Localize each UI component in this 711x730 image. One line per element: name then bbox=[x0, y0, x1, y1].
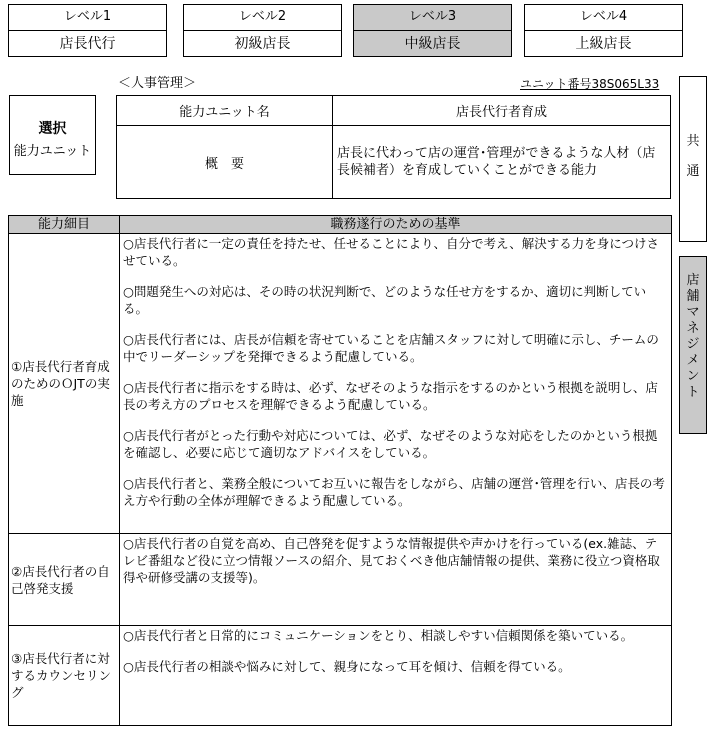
level-1-box bbox=[8, 4, 167, 57]
level-title: 店長代行 bbox=[59, 36, 116, 52]
criteria-item: ②店長代行者の自己啓発支援 bbox=[9, 534, 120, 626]
criteria-header-item: 能力細目 bbox=[9, 216, 120, 234]
criteria-text: ○店長代行者と日常的にコミュニケーションをとり、相談しやすい信頼関係を築いている。 bbox=[123, 628, 634, 643]
overview-value: 店長に代わって店の運営･管理ができるような人材（店長候補者）を育成していくことができる能力 bbox=[333, 126, 671, 199]
criteria-text: ○店長代行者がとった行動や対応については、必ず、なぜそのような対応をしたのかという根拠を確認し、必要に応じて適切なアドバイスをしている。 bbox=[123, 428, 658, 460]
select-label: 選択 bbox=[38, 121, 67, 137]
side-char: ネ bbox=[686, 321, 700, 336]
criteria-text: ○店長代行者に指示をする時は、必ず、なぜそのような指示をするのかという根拠を説明し、店長の考え方のプロセスを理解できるよう配慮している。 bbox=[123, 380, 658, 412]
side-char: 共 bbox=[686, 134, 700, 149]
level-label: レベル2 bbox=[184, 5, 341, 31]
select-sublabel: 能力ユニット bbox=[13, 144, 92, 159]
criteria-row bbox=[9, 534, 672, 626]
criteria-row bbox=[9, 234, 672, 534]
level-title: 初級店長 bbox=[234, 36, 291, 52]
criteria-header-standard: 職務遂行のための基準 bbox=[120, 216, 672, 234]
side-tab-common bbox=[679, 76, 707, 242]
criteria-text: ○店長代行者の相談や悩みに対して、親身になって耳を傾け、信頼を得ている。 bbox=[123, 659, 571, 674]
side-char: 店 bbox=[686, 273, 700, 288]
criteria-text: ○店長代行者の自覚を高め、自己啓発を促すような情報提供や声かけを行っている(ex.雑誌、テレビ番組など役に立つ情報ソースの紹介、見ておくべき他店舗情報の提供、業務に役立つ資格取得や研修受講の支援等)。 bbox=[123, 536, 660, 585]
level-title: 中級店長 bbox=[404, 36, 461, 52]
side-char: メ bbox=[686, 353, 700, 368]
side-tab-store-management bbox=[679, 256, 707, 434]
unit-table bbox=[116, 95, 671, 199]
level-3-box bbox=[353, 4, 512, 57]
criteria-text: ○店長代行者には、店長が信頼を寄せていることを店舗スタッフに対して明確に示し、チームの中でリーダーシップを発揮できるよう配慮している。 bbox=[123, 332, 659, 364]
side-char: ト bbox=[686, 385, 700, 400]
criteria-text: ○店長代行者に一定の責任を持たせ、任せることにより、自分で考え、解決する力を身につけさせている。 bbox=[123, 236, 660, 268]
level-title: 上級店長 bbox=[575, 36, 632, 52]
side-char: 舗 bbox=[686, 289, 700, 304]
criteria-item: ③店長代行者に対するカウンセリング bbox=[9, 626, 120, 726]
side-char: ジ bbox=[686, 337, 700, 352]
criteria-table bbox=[8, 215, 672, 726]
level-label: レベル3 bbox=[354, 5, 511, 31]
criteria-row bbox=[9, 626, 672, 726]
unit-name-label: 能力ユニット名 bbox=[117, 96, 333, 126]
side-char: マ bbox=[686, 305, 700, 320]
unit-number: ユニット番号38S065L33 bbox=[520, 77, 660, 91]
select-unit-box bbox=[9, 95, 96, 175]
overview-label: 概 要 bbox=[117, 126, 333, 199]
unit-name-value: 店長代行者育成 bbox=[333, 96, 671, 126]
level-label: レベル4 bbox=[525, 5, 682, 31]
level-label: レベル1 bbox=[9, 5, 166, 31]
criteria-item: ①店長代行者育成のためのＯJTの実施 bbox=[9, 234, 120, 534]
side-char: ン bbox=[686, 369, 700, 384]
criteria-standards bbox=[120, 626, 672, 726]
level-2-box bbox=[183, 4, 342, 57]
criteria-standards bbox=[120, 534, 672, 626]
criteria-standards bbox=[120, 234, 672, 534]
level-4-box bbox=[524, 4, 683, 57]
criteria-text: ○問題発生への対応は、その時の状況判断で、どのような任せ方をするか、適切に判断している。 bbox=[123, 284, 647, 316]
side-char: 通 bbox=[686, 164, 700, 179]
section-label: ＜人事管理＞ bbox=[118, 76, 197, 91]
criteria-text: ○店長代行者と、業務全般についてお互いに報告をしながら、店舗の運営･管理を行い、店長の考え方や行動の全体が理解できるよう配慮している。 bbox=[123, 476, 665, 508]
